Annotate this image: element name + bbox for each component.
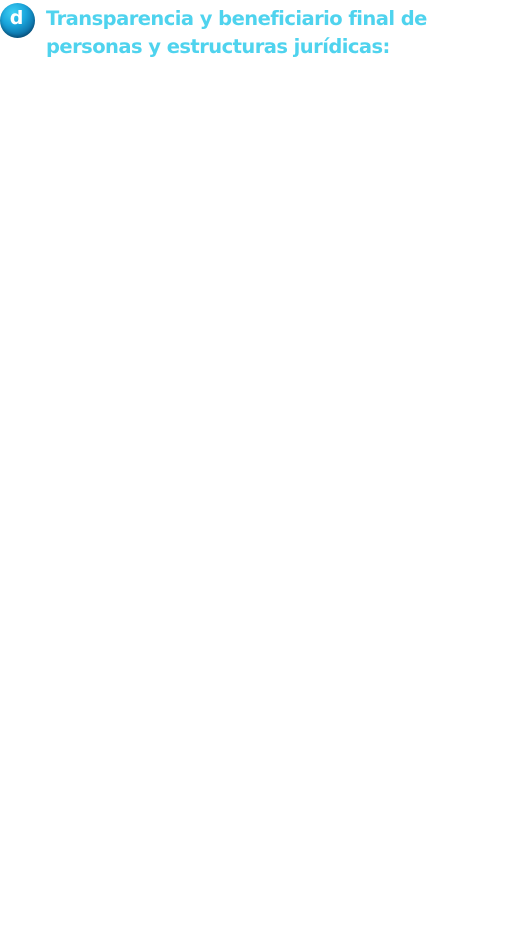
section-title: Transparencia y beneficiario final de personas y estructuras jurídicas: [46,7,427,58]
section-letter-badge: d [0,3,35,38]
section-header [0,2,509,62]
